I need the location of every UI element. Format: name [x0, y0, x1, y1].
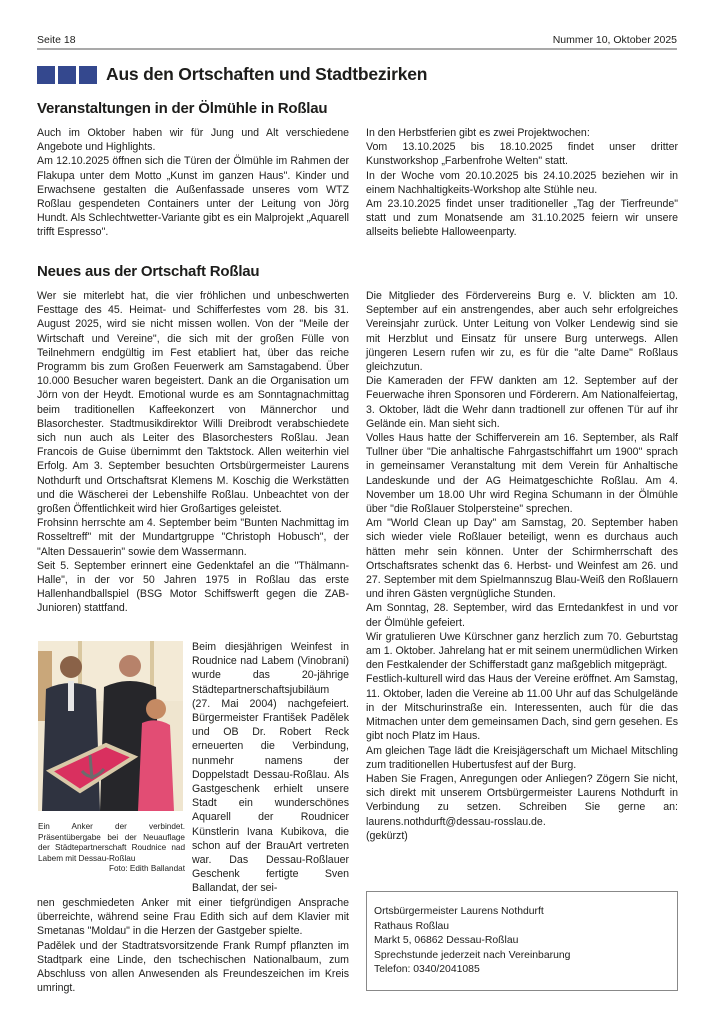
paragraph: Am 12.10.2025 öffnen sich die Türen der Ölmühle im Rahmen der Flakupa unter dem Motto „Kunst im ganzen Haus". Kinder und Erwachsene gestalten die Außenfassade unseres vom WTZ Roßlau gespendeten Containers unter der Leitung von Jörg Hundt. Als Schlechtwetter-Variante gibt es ein Malprojekt „Aquarell trifft Espresso".	[37, 155, 349, 239]
paragraph: In der Woche vom 20.10.2025 bis 24.10.2025 beziehen wir in einem Nachhaltigkeits-Workshop alte Stühle neu.	[366, 169, 678, 196]
contact-address: Markt 5, 06862 Dessau-Roßlau	[374, 935, 519, 947]
photo-image	[38, 641, 183, 811]
paragraph: Die Mitglieder des Fördervereins Burg e. V. blickten am 10. September auf ein anstrengendes, aber auch sehr erfolgreiches Vereinsjahr zurück. Unter Leitung von Volker Lendewig sind sie mit Herzblut und Einsatz für unsere Burg unterwegs. Allen jüngeren Lesern rufen wir zu, es für die "alte Dame" Roßlaus gleichzutun.	[366, 290, 678, 374]
paragraph: Haben Sie Fragen, Anregungen oder Anliegen? Zögern Sie nicht, sich direkt mit unserem Ortsbürgermeister Laurens Nothdurft in Verbindung zu setzen. Schreiben Sie gerne an: laurens.nothdurft@dessau-rosslau.de.	[366, 772, 678, 828]
contact-hours: Sprechstunde jederzeit nach Vereinbarung	[374, 949, 571, 961]
paragraph: Am Sonntag, 28. September, wird das Erntedankfest in und vor der Ölmühle gefeiert.	[366, 602, 678, 629]
paragraph: In den Herbstferien gibt es zwei Projektwochen:	[366, 127, 590, 139]
paragraph: Vom 13.10.2025 bis 18.10.2025 findet unser dritter Kunstworkshop „Farbenfrohe Welten" statt.	[366, 141, 678, 168]
article1-title: Veranstaltungen in der Ölmühle in Roßlau	[37, 100, 328, 117]
section-squares-icon	[37, 66, 97, 84]
caption-text: Ein Anker der verbindet. Präsentübergabe bei der Neuauflage der Städtepartnerschaft Roudnice nad Labem mit Dessau-Roßlau	[38, 822, 185, 863]
page-header	[37, 32, 677, 50]
article2-right-column	[366, 289, 678, 843]
article2-wrap-text	[192, 640, 349, 896]
section-heading: Aus den Ortschaften und Stadtbezirken	[106, 64, 428, 84]
article2-left-column	[37, 289, 349, 616]
paragraph: Wir gratulieren Uwe Kürschner ganz herzlich zum 70. Geburtstag am 1. Oktober. Jahrelang hat er mit seinem unermüdlichen Wirken den Festkalender der Schifferstadt ganz maßgeblich mitgeprägt.	[366, 630, 678, 672]
issue-info: Nummer 10, Oktober 2025	[552, 34, 677, 46]
article2-title: Neues aus der Ortschaft Roßlau	[37, 263, 260, 280]
section-title	[37, 64, 427, 85]
page-number: Seite 18	[37, 34, 76, 46]
photo-anchor-presentation	[38, 641, 183, 811]
article1-left-column	[37, 126, 349, 240]
paragraph: Am gleichen Tage lädt die Kreisjägerschaft um Michael Mitschling zum traditionellen Hubertusfest auf der Burg.	[366, 744, 678, 771]
paragraph: Wer sie miterlebt hat, die vier fröhlichen und unbeschwerten Festtage des 45. Heimat- und Schifferfestes vom 28. bis 31. August 2025, wird sie nicht missen wollen. Von der "Meile der Wirtschaft und Vereine", die sich mit der großen Fülle von Teilnehmern endgültig im Fest etabliert hat, über das reiche Programm bis zum Großen Feuerwerk am Samstagabend. Über 10.000 Besucher waren begeistert. Dank an die Organisation um Jörn von der Heydt. Emotional wurde es am Sonntagnachmittag beim traditionellen Kaffeekonzert von Männerchor und Blasorchester. Stadtmusikdirektor Willi Dreibrodt verabschiedete sich nun auch als Leiter des Blasorchesters Roßlau. Jean Francois de Guise übernimmt den Taktstock. Allen weiterhin viel Erfolg. Am 3. September besuchten Ortsbürgermeister Laurens Nothdurft und Ortschaftsrat Klemens M. Koschig die Werkstätten und die Wäscherei der Lebenshilfe Roßlau. Unbeachtet von der großen Öffentlichkeit wird hier Großartiges geleistet.	[37, 290, 349, 516]
photo-caption	[38, 822, 185, 875]
paragraph: Padělek und der Stadtratsvorsitzende Frank Rumpf pflanzten im Stadtpark eine Linde, den tschechischen Nationalbaum, zum Abschluss von allen Anwesenden als Freundeszeichen im Kreis umringt.	[37, 939, 349, 995]
paragraph: Die Kameraden der FFW dankten am 12. September auf der Feuerwache ihren Sponsoren und Förderern. Am Nationalfeiertag, 3. Oktober, lädt die Wehr dann tradtionell zur offenen Tür auf ihr Gelände ein. Man sieht sich.	[366, 375, 678, 430]
paragraph: Frohsinn herrschte am 4. September beim "Bunten Nachmittag im Rosseltreff" mit der Mundartgruppe "Christoph Hobusch", der "Alten Dessauerin" sowie dem Wassermann.	[37, 517, 349, 558]
paragraph: Volles Haus hatte der Schifferverein am 16. September, als Ralf Tullner über "Die anhaltische Fahrgastschiffahrt um 1900" sprach in gemeinsamer Veranstaltung mit dem Verein für Anhaltische Landeskunde und der AG Heimatgeschichte Roßlau. Am 4. November um 18.00 Uhr wird Regina Schumann in der Ölmühle über "die Roßlauer Stolpersteine" sprechen.	[366, 432, 678, 516]
contact-name: Ortsbürgermeister Laurens Nothdurft	[374, 906, 544, 917]
paragraph: Am "World Clean up Day" am Samstag, 20. September haben sich wieder viele Roßlauer beteiligt, wenn es durchaus auch hätten mehr sein können. Unter der Schirmherrschaft des Ortschaftsrates schenkt das 6. Herbst- und Weinfest am 26. und 27. September mit dem Spielmannszug Blau-Weiß den Roßlauern und ihren Gästen vergnügliche Stunden.	[366, 517, 678, 601]
paragraph: Seit 5. September erinnert eine Gedenktafel an die "Thälmann-Halle", in der vor 50 Jahren 1975 in Roßlau das erste Hallenhandballspiel (BSG Motor Schiffswerft gegen die ZAB-Junioren) stattfand.	[37, 559, 349, 615]
paragraph: nen geschmiedeten Anker mit einer tiefgründigen Ansprache überreichte, während seine Frau Edith sich auf dem Klavier mit Smetanas "Moldau" in die Herzen der Gastgeber spielte.	[37, 897, 349, 938]
article2-under-photo	[37, 896, 349, 995]
paragraph: Am 23.10.2025 findet unser traditioneller „Tag der Tierfreunde" statt und zum Monatsende am 31.10.2025 feiern wir unsere allseits beliebte Halloweenparty.	[366, 198, 678, 239]
paragraph: Auch im Oktober haben wir für Jung und Alt verschiedene Angebote und Highlights.	[37, 127, 349, 154]
photo-credit: Foto: Edith Ballandat	[108, 864, 185, 874]
paragraph: Festlich-kulturell wird das Haus der Vereine eröffnet. Am Samstag, 11. Oktober, laden die Vereine ab 11.00 Uhr auf das Schulgelände in der Mitschurinstraße ein. Interessenten, auch für die das Mitmachen unter dem gemeinsamen Dach, sind gern gesehen. Es gibt noch Platz im Haus.	[366, 673, 678, 743]
article1-right-column	[366, 126, 678, 240]
contact-box	[366, 891, 678, 991]
contact-office: Rathaus Roßlau	[374, 920, 450, 932]
paragraph: (gekürzt)	[366, 829, 408, 842]
paragraph: Beim diesjährigen Weinfest in Roudnice nad Labem (Vinobrani) wurde das 20-jährige Städtepartnerschaftsjubiläum (27. Mai 2004) nachgefeiert. Bürgermeister František Padělek und OB Dr. Robert Reck erneuerten die Verbindung, nunmehr namens der Doppelstadt Dessau-Roßlau. Als Gastgeschenk erhielt unsere Stadt ein wunderschönes Aquarell der Roudnicer Künstlerin Ivana Kubikova, die schon auf der BrauArt vertreten war. Das Dessau-Roßlauer Geschenk fertigte Sven Ballandat, der sei-	[192, 641, 349, 895]
contact-phone: Telefon: 0340/2041085	[374, 964, 480, 976]
